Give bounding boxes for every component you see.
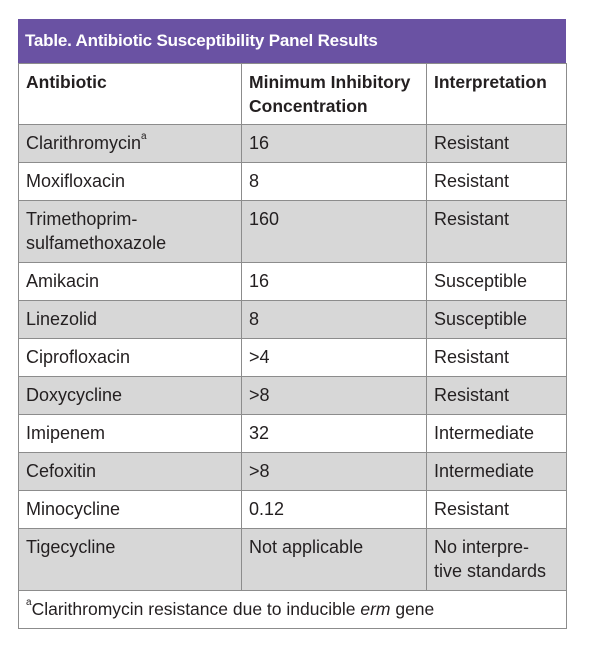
cell-interpretation <box>427 263 567 301</box>
header-mic-line2: Concentration <box>249 96 368 116</box>
table-row <box>19 201 567 263</box>
cell-mic: 32 <box>242 415 427 453</box>
antibiotic-name: Ciprofloxacin <box>26 347 131 367</box>
footnote <box>19 591 567 629</box>
interpretation-text: Resistant <box>434 209 510 229</box>
interpretation-text: No interpre- <box>434 537 530 557</box>
susceptibility-table <box>18 19 566 629</box>
interpretation-text: Resistant <box>434 171 510 191</box>
cell-antibiotic <box>19 339 242 377</box>
interpretation-text: Resistant <box>434 385 510 405</box>
antibiotic-name: Cefoxitin <box>26 461 97 481</box>
cell-antibiotic <box>19 163 242 201</box>
footnote-gene: erm <box>360 599 391 619</box>
antibiotic-name: Amikacin <box>26 271 100 291</box>
footnote-marker: a <box>26 597 32 608</box>
header-mic <box>242 64 427 125</box>
interpretation-text: Resistant <box>434 133 510 153</box>
results-grid <box>18 63 567 629</box>
table-row <box>19 491 567 529</box>
table-title: Table. Antibiotic Susceptibility Panel Results <box>18 19 566 63</box>
footnote-marker: a <box>141 131 147 142</box>
interpretation-text: Susceptible <box>434 271 528 291</box>
interpretation-text: Intermediate <box>434 423 535 443</box>
header-interpretation: Interpretation <box>427 64 567 125</box>
header-row <box>19 64 567 125</box>
cell-interpretation <box>427 339 567 377</box>
table-row <box>19 125 567 163</box>
cell-antibiotic <box>19 453 242 491</box>
antibiotic-name: Clarithromycin <box>26 133 142 153</box>
cell-interpretation <box>427 491 567 529</box>
interpretation-text: Susceptible <box>434 309 528 329</box>
antibiotic-name: Linezolid <box>26 309 98 329</box>
interpretation-text: Resistant <box>434 347 510 367</box>
cell-antibiotic <box>19 491 242 529</box>
antibiotic-name: Tigecycline <box>26 537 116 557</box>
cell-interpretation <box>427 453 567 491</box>
cell-antibiotic <box>19 125 242 163</box>
table-row <box>19 415 567 453</box>
cell-antibiotic <box>19 263 242 301</box>
cell-mic: 8 <box>242 163 427 201</box>
cell-mic: 16 <box>242 125 427 163</box>
cell-interpretation <box>427 529 567 591</box>
cell-interpretation <box>427 415 567 453</box>
cell-antibiotic <box>19 301 242 339</box>
cell-mic: Not applicable <box>242 529 427 591</box>
antibiotic-name-cont: sulfamethoxazole <box>26 233 167 253</box>
cell-mic: >4 <box>242 339 427 377</box>
antibiotic-name: Imipenem <box>26 423 106 443</box>
cell-antibiotic <box>19 201 242 263</box>
cell-interpretation <box>427 163 567 201</box>
table-row <box>19 453 567 491</box>
interpretation-text: Intermediate <box>434 461 535 481</box>
cell-interpretation <box>427 301 567 339</box>
cell-mic: 8 <box>242 301 427 339</box>
table-row <box>19 377 567 415</box>
cell-mic: 16 <box>242 263 427 301</box>
interpretation-text: Resistant <box>434 499 510 519</box>
cell-antibiotic <box>19 529 242 591</box>
antibiotic-name: Minocycline <box>26 499 121 519</box>
cell-mic: 0.12 <box>242 491 427 529</box>
cell-interpretation <box>427 125 567 163</box>
antibiotic-name: Doxycycline <box>26 385 123 405</box>
cell-antibiotic <box>19 377 242 415</box>
table-row <box>19 301 567 339</box>
table-row <box>19 339 567 377</box>
table-row <box>19 263 567 301</box>
footnote-text-pre: Clarithromycin resistance due to inducible <box>31 599 361 619</box>
cell-antibiotic <box>19 415 242 453</box>
cell-mic: 160 <box>242 201 427 263</box>
antibiotic-name: Trimethoprim- <box>26 209 138 229</box>
interpretation-text-cont: tive standards <box>434 561 547 581</box>
cell-interpretation <box>427 201 567 263</box>
cell-mic: >8 <box>242 453 427 491</box>
footnote-text-post: gene <box>390 599 435 619</box>
table-row <box>19 163 567 201</box>
header-mic-line1: Minimum Inhibitory <box>249 72 411 92</box>
table-row <box>19 529 567 591</box>
table-body <box>19 125 567 591</box>
cell-mic: >8 <box>242 377 427 415</box>
footnote-row <box>19 591 567 629</box>
cell-interpretation <box>427 377 567 415</box>
antibiotic-name: Moxifloxacin <box>26 171 126 191</box>
header-antibiotic: Antibiotic <box>19 64 242 125</box>
